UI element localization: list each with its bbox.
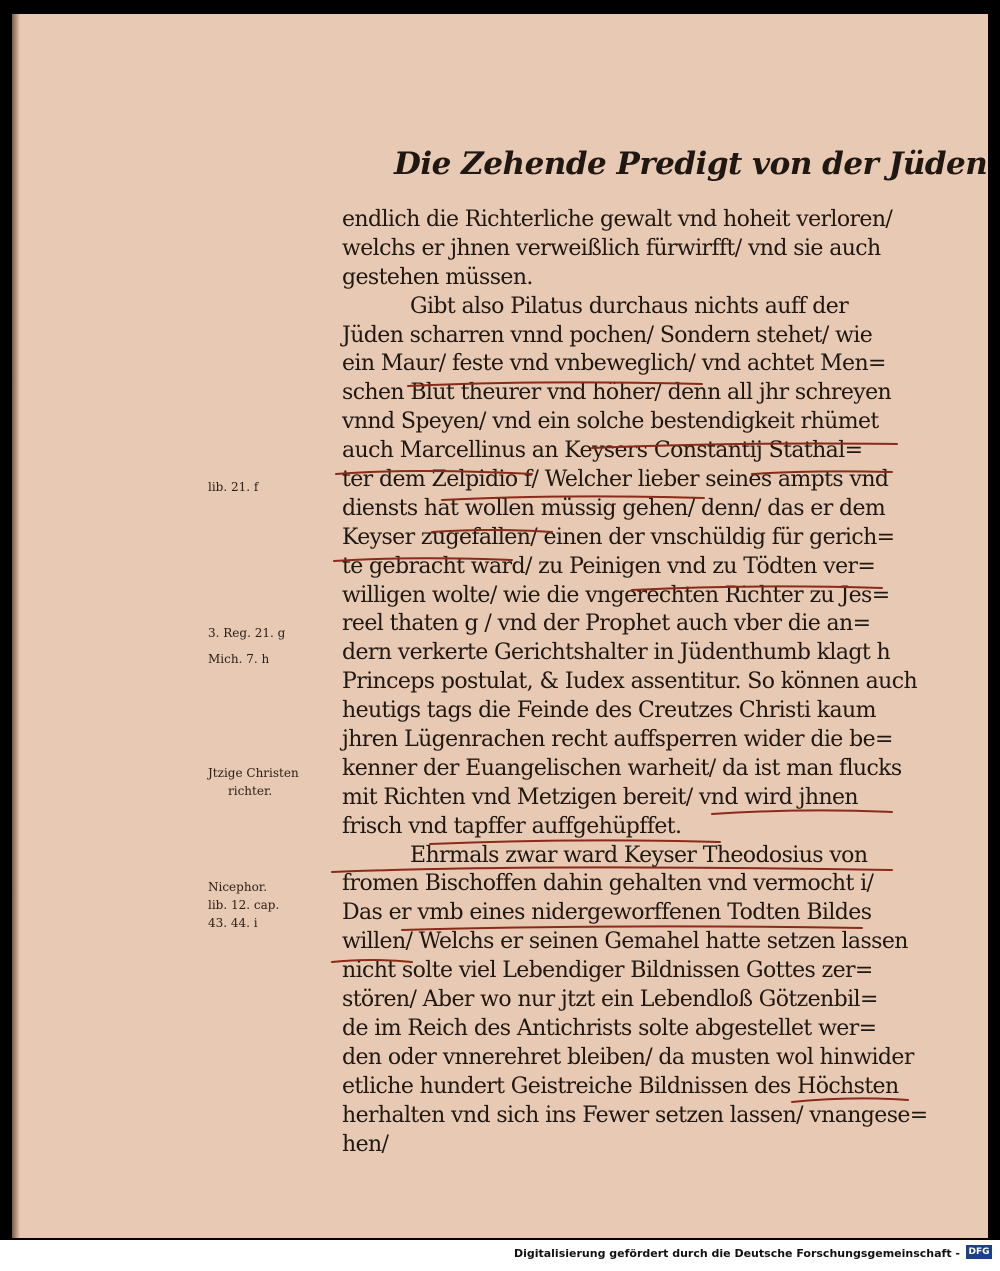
text-line: gestehen müssen.	[342, 264, 533, 290]
margin-note-mich: Mich. 7. h	[208, 652, 270, 666]
text-line: stören/ Aber wo nur jtzt ein Lebendloß Götzenbil=	[342, 987, 878, 1013]
text-line: schen Blut theurer vnd höher/ denn all jhr schreyen	[342, 380, 892, 406]
margin-note-lib12: lib. 12. cap.	[208, 898, 280, 912]
text-line: frisch vnd tapffer auffgehüpffet.	[342, 813, 682, 839]
text-line: fromen Bischoffen dahin gehalten vnd vermocht i/	[342, 871, 874, 897]
text-line: heutigs tags die Feinde des Creutzes Christi kaum	[342, 698, 876, 724]
text-line: welchs er jhnen verweißlich fürwirfft/ vnd sie auch	[342, 235, 881, 261]
text-line: den oder vnnerehret bleiben/ da musten wol hinwider	[342, 1044, 914, 1070]
margin-note-christen: Jtzige Christen	[208, 766, 299, 780]
footer-credit: Digitalisierung gefördert durch die Deutsche Forschungsgemeinschaft -	[513, 1247, 960, 1260]
text-line: Das er vmb eines nidergeworffenen Todten Bildes	[342, 900, 872, 926]
margin-note-richter: richter.	[228, 784, 273, 798]
text-line: te gebracht ward/ zu Peinigen vnd zu Tödten ver=	[342, 553, 876, 579]
text-line: jhren Lügenrachen recht auffsperren wider die be=	[342, 727, 893, 753]
text-line: nicht solte viel Lebendiger Bildnissen Gottes zer=	[342, 958, 873, 984]
body-text	[342, 206, 942, 1159]
text-line: willigen wolte/ wie die vngerechten Richter zu Jes=	[342, 582, 890, 608]
text-line: etliche hundert Geistreiche Bildnissen des Höchsten	[342, 1073, 899, 1099]
text-line: Gibt also Pilatus durchaus nichts auff der	[410, 293, 849, 319]
page-title: Die Zehende Predigt von der Jüden	[394, 146, 988, 182]
text-line: willen/ Welchs er seinen Gemahel hatte setzen lassen	[342, 929, 908, 955]
text-line: dern verkerte Gerichtshalter in Jüdenthumb klagt h	[342, 640, 891, 666]
text-line: diensts hat wollen müssig gehen/ denn/ das er dem	[342, 495, 886, 521]
text-line: mit Richten vnd Metzigen bereit/ vnd wird jhnen	[342, 784, 858, 810]
margin-note-lib21: lib. 21. f	[208, 480, 259, 494]
text-line: ein Maur/ feste vnd vnbeweglich/ vnd achtet Men=	[342, 351, 886, 377]
margin-note-43: 43. 44. i	[208, 916, 258, 930]
text-line: herhalten vnd sich ins Fewer setzen lassen/ vnangese=	[342, 1102, 928, 1128]
document-page	[12, 14, 988, 1238]
text-line: Jüden scharren vnnd pochen/ Sondern stehet/ wie	[342, 322, 873, 348]
text-line: auch Marcellinus an Keysers Constantij Stathal=	[342, 438, 863, 464]
text-line: endlich die Richterliche gewalt vnd hoheit verloren/	[342, 207, 893, 232]
text-line: hen/	[342, 1131, 389, 1157]
text-line: Princeps postulat, & Iudex assentitur. So können auch	[342, 669, 918, 695]
text-line: Ehrmals zwar ward Keyser Theodosius von	[410, 842, 868, 868]
footer-bar	[0, 1240, 1000, 1271]
text-line: vnnd Speyen/ vnd ein solche bestendigkeit rhümet	[342, 409, 879, 435]
dfg-logo: DFG	[966, 1245, 992, 1259]
text-line: reel thaten g / vnd der Prophet auch vber die an=	[342, 611, 871, 637]
text-line: Keyser zugefallen/ einen der vnschüldig für gerich=	[342, 524, 895, 550]
text-line: de im Reich des Antichrists solte abgestellet wer=	[342, 1015, 877, 1041]
text-line: kenner der Euangelischen warheit/ da ist man flucks	[342, 755, 902, 781]
text-line: ter dem Zelpidio f/ Welcher lieber seines ampts vnd	[342, 467, 889, 493]
margin-note-nicephor: Nicephor.	[208, 880, 268, 894]
margin-note-reg: 3. Reg. 21. g	[208, 626, 286, 640]
